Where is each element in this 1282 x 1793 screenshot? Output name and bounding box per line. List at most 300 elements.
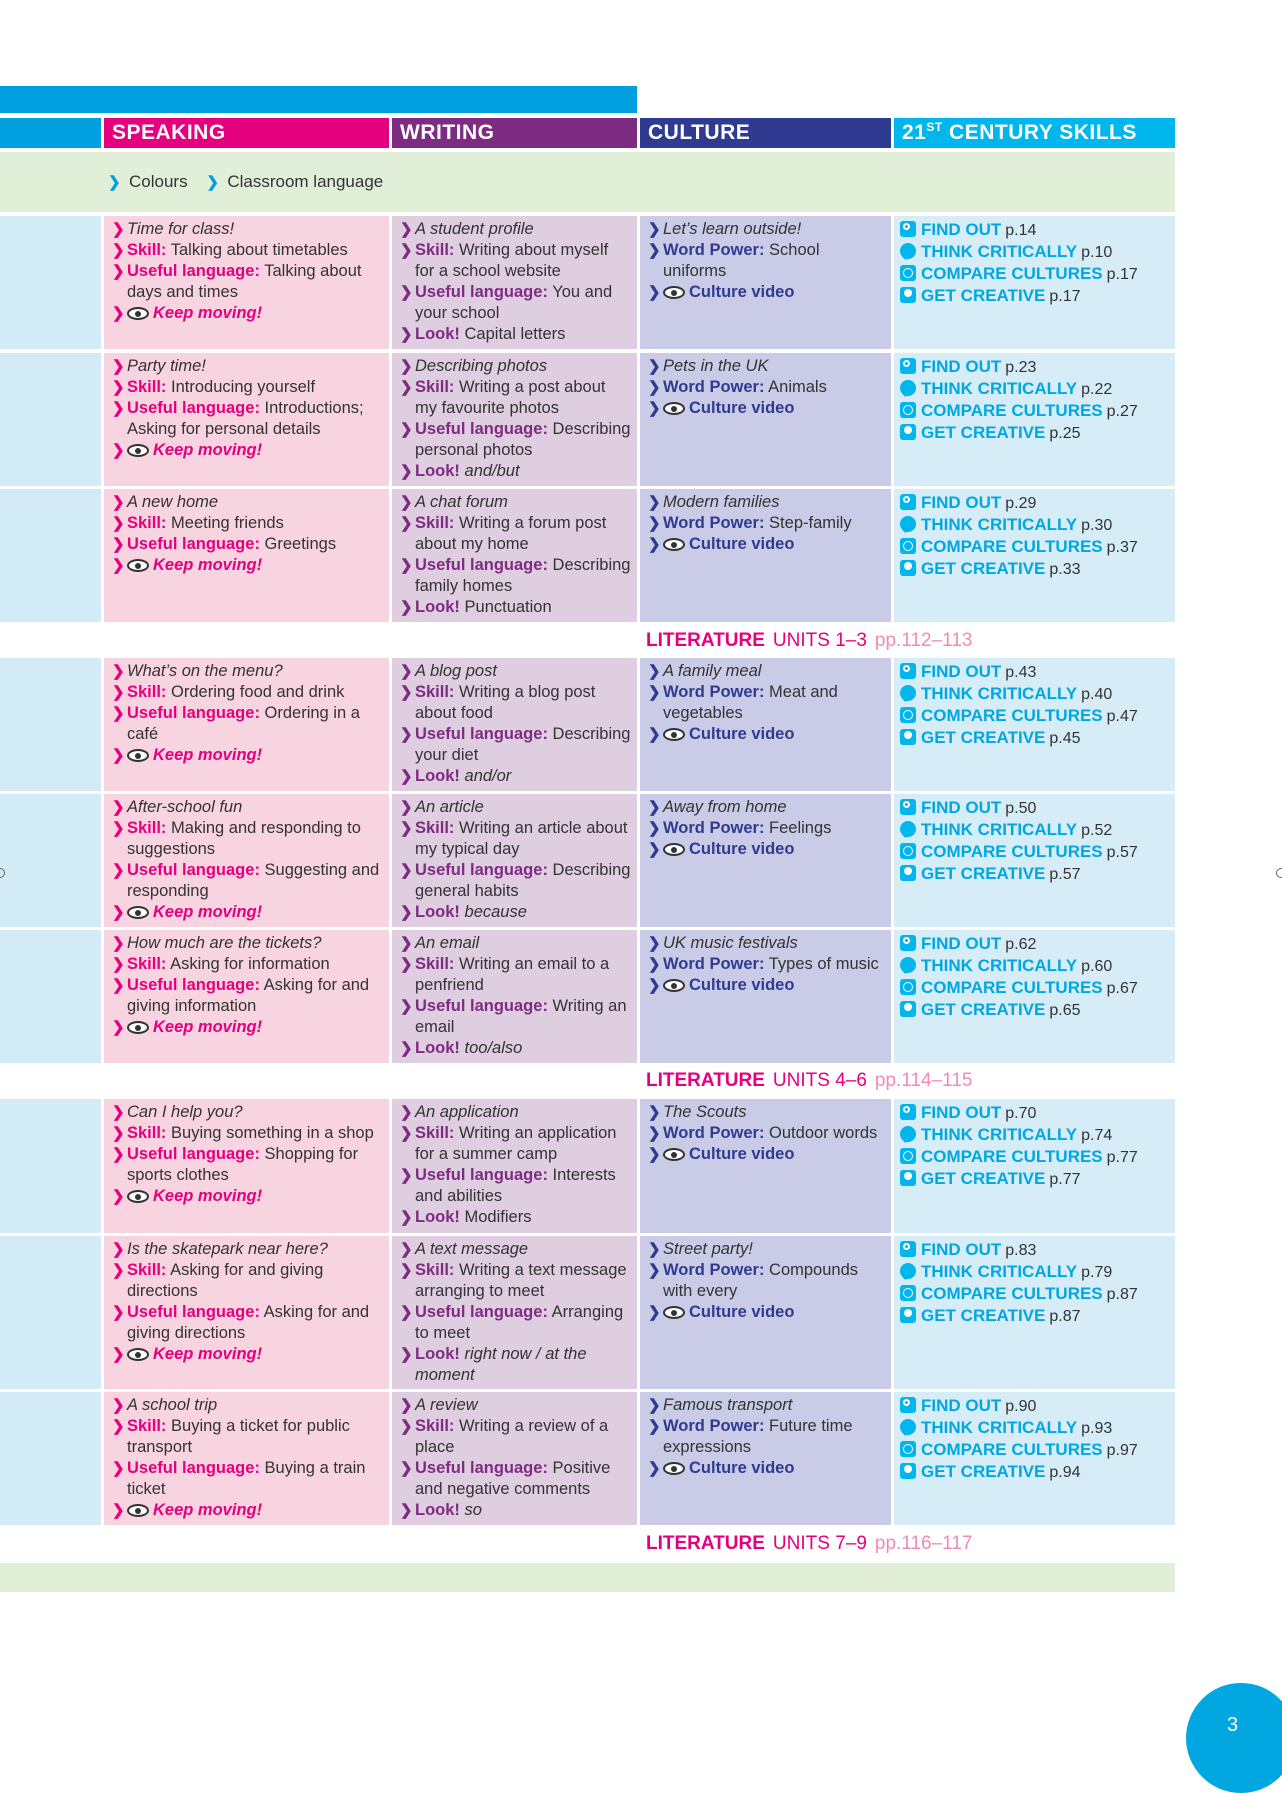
unit-left-strip: [0, 658, 101, 791]
culture-video-text: Culture video: [689, 1303, 795, 1321]
speaking-title: [112, 797, 383, 818]
literature-pages: pp.116–117: [874, 1533, 973, 1554]
culture-cell: [640, 216, 891, 349]
speaking-title-text: Party time!: [127, 357, 206, 375]
writing-skill: [400, 1260, 631, 1302]
chevron-icon: ❯: [112, 799, 125, 816]
culture-video: [648, 724, 885, 745]
keep-moving-text: Keep moving!: [153, 903, 263, 921]
lightbulb-icon: [900, 1307, 916, 1323]
chevron-icon: ❯: [112, 1460, 125, 1477]
speaking-cell: [104, 930, 389, 1063]
eye-icon: [127, 559, 149, 572]
culture-video-text: Culture video: [689, 976, 795, 994]
culture-video: [648, 1302, 885, 1323]
chevron-icon: ❯: [400, 1502, 413, 1519]
culture-video: [648, 398, 885, 419]
skill-page: p.94: [1049, 1464, 1081, 1481]
skills-cell: [894, 216, 1175, 349]
speaking-cell: [104, 489, 389, 622]
culture-title-text: Let’s learn outside!: [663, 220, 802, 238]
chevron-icon: ❯: [648, 400, 661, 417]
skills-cell: [894, 658, 1175, 791]
chevron-icon: ❯: [400, 421, 413, 438]
chevron-icon: ❯: [648, 684, 661, 701]
speaking-title: [112, 219, 383, 240]
skill-name: FIND OUT: [921, 798, 1002, 817]
word-power-text: Animals: [768, 378, 827, 396]
writing-skill: [400, 240, 631, 282]
chevron-icon: ❯: [400, 463, 413, 480]
skill-row: [900, 1395, 1169, 1417]
writing-look: [400, 902, 631, 923]
useful-language-label: Useful language:: [127, 1459, 260, 1477]
speaking-cell: [104, 794, 389, 927]
speech-bubble-icon: [900, 243, 916, 259]
page-number-badge: [1186, 1683, 1282, 1793]
eye-icon: [663, 1306, 685, 1319]
header-skills-rest: CENTURY SKILLS: [942, 121, 1137, 144]
chevron-icon: ❯: [112, 305, 125, 322]
skill-page: p.17: [1049, 288, 1081, 305]
writing-useful-language: [400, 555, 631, 597]
culture-cell: [640, 1236, 891, 1389]
culture-video: [648, 534, 885, 555]
writing-useful-language: [400, 1302, 631, 1344]
speaking-title-text: Can I help you?: [127, 1103, 243, 1121]
speaking-useful-language: [112, 398, 383, 440]
writing-skill-text: Writing a post about my favourite photos: [415, 378, 606, 417]
unit-left-strip: [0, 1099, 101, 1233]
writing-useful-language: [400, 1458, 631, 1500]
speech-bubble-icon: [900, 380, 916, 396]
globe-icon: [900, 707, 916, 723]
writing-look: [400, 1038, 631, 1059]
lightbulb-icon: [900, 1001, 916, 1017]
literature-row: [646, 1069, 972, 1093]
culture-title-text: Modern families: [663, 493, 780, 511]
speaking-useful-language: [112, 534, 383, 555]
writing-skill-text: Writing a review of a place: [415, 1417, 609, 1456]
word-power-text: Future time expressions: [663, 1417, 853, 1456]
lightbulb-icon: [900, 560, 916, 576]
skill-label: Skill:: [415, 241, 455, 259]
chevron-icon: ❯: [400, 1167, 413, 1184]
keep-moving-text: Keep moving!: [153, 1018, 263, 1036]
globe-icon: [900, 1285, 916, 1301]
culture-title: [648, 356, 885, 377]
skill-row: [900, 241, 1169, 263]
eye-icon: [663, 843, 685, 856]
eye-icon: [663, 728, 685, 741]
chevron-icon: ❯: [112, 1125, 125, 1142]
literature-units: UNITS 7–9: [772, 1533, 867, 1554]
chevron-icon: ❯: [112, 1397, 125, 1414]
page-number: 3: [1227, 1714, 1239, 1736]
speaking-skill-text: Introducing yourself: [171, 378, 316, 396]
speaking-useful-text: Talking about days and times: [127, 262, 362, 301]
word-power-text: Outdoor words: [769, 1124, 878, 1142]
unit-left-strip: [0, 353, 101, 486]
chevron-icon: ❯: [112, 379, 125, 396]
chevron-icon: ❯: [648, 1304, 661, 1321]
skill-row: [900, 536, 1169, 558]
speaking-skill: [112, 682, 383, 703]
speaking-cell: [104, 1099, 389, 1233]
chevron-icon: ❯: [400, 1397, 413, 1414]
culture-video-text: Culture video: [689, 535, 795, 553]
skill-name: COMPARE CULTURES: [921, 264, 1103, 283]
speaking-skill: [112, 818, 383, 860]
chevron-icon: ❯: [400, 799, 413, 816]
speaking-skill: [112, 1416, 383, 1458]
chevron-icon: ❯: [400, 1125, 413, 1142]
word-power-text: Feelings: [769, 819, 832, 837]
chevron-icon: ❯: [112, 663, 125, 680]
skill-row: [900, 1124, 1169, 1146]
chevron-icon: ❯: [648, 515, 661, 532]
magnifier-icon: [900, 1241, 916, 1257]
writing-look-text: Punctuation: [464, 598, 552, 616]
speaking-skill-text: Buying something in a shop: [171, 1124, 374, 1142]
skill-page: p.40: [1081, 686, 1113, 703]
writing-skill-text: Writing about myself for a school website: [415, 241, 609, 280]
writing-title-text: A review: [415, 1396, 478, 1414]
speaking-useful-text: Introductions; Asking for personal details: [127, 399, 364, 438]
culture-title-text: Away from home: [663, 798, 787, 816]
chevron-icon: ❯: [648, 820, 661, 837]
speaking-keep-moving: [112, 1500, 383, 1521]
speech-bubble-icon: [900, 821, 916, 837]
chevron-icon: ❯: [400, 820, 413, 837]
speaking-title-text: A new home: [127, 493, 219, 511]
globe-icon: [900, 265, 916, 281]
writing-skill: [400, 377, 631, 419]
chevron-icon: ❯: [112, 494, 125, 511]
writing-useful-text: Describing family homes: [415, 556, 631, 595]
chevron-icon: ❯: [112, 747, 125, 764]
keep-moving-text: Keep moving!: [153, 556, 263, 574]
skill-label: Skill:: [415, 1261, 455, 1279]
useful-language-label: Useful language:: [415, 420, 548, 438]
culture-video: [648, 1144, 885, 1165]
look-label: Look!: [415, 598, 460, 616]
skill-page: p.25: [1049, 425, 1081, 442]
skill-row: [900, 1146, 1169, 1168]
culture-word-power: [648, 377, 885, 398]
chevron-icon: ❯: [648, 358, 661, 375]
writing-skill: [400, 682, 631, 724]
skill-row: [900, 661, 1169, 683]
chevron-icon: ❯: [648, 242, 661, 259]
chevron-icon: ❯: [648, 536, 661, 553]
skill-page: p.97: [1106, 1442, 1138, 1459]
skill-name: FIND OUT: [921, 493, 1002, 512]
header-culture: CULTURE: [640, 118, 891, 148]
useful-language-label: Useful language:: [127, 1145, 260, 1163]
skill-row: [900, 797, 1169, 819]
writing-title: [400, 1395, 631, 1416]
header-skills-superscript: ST: [926, 120, 943, 134]
writing-cell: [392, 1099, 637, 1233]
speaking-keep-moving: [112, 1017, 383, 1038]
header-writing: WRITING: [392, 118, 637, 148]
writing-look-text: right now / at the moment: [415, 1345, 587, 1384]
chevron-icon: ❯: [112, 904, 125, 921]
chevron-icon: ❯: [648, 799, 661, 816]
unit-left-strip: [0, 1392, 101, 1525]
skill-name: GET CREATIVE: [921, 1169, 1046, 1188]
writing-look-text: Capital letters: [464, 325, 566, 343]
skill-name: COMPARE CULTURES: [921, 537, 1103, 556]
chevron-icon: ❯: [648, 935, 661, 952]
word-power-label: Word Power:: [663, 819, 765, 837]
useful-language-label: Useful language:: [415, 1303, 548, 1321]
skill-page: p.47: [1106, 708, 1138, 725]
chevron-icon: ❯: [112, 1104, 125, 1121]
speaking-useful-text: Asking for and giving information: [127, 976, 370, 1015]
chevron-icon: ❯: [400, 684, 413, 701]
look-label: Look!: [415, 903, 460, 921]
speaking-title-text: After-school fun: [127, 798, 243, 816]
word-power-label: Word Power:: [663, 1261, 765, 1279]
writing-useful-text: Describing general habits: [415, 861, 631, 900]
chevron-icon: ❯: [112, 684, 125, 701]
magnifier-icon: [900, 1397, 916, 1413]
chevron-icon: ❯: [400, 1346, 413, 1363]
speaking-title: [112, 933, 383, 954]
skill-page: p.74: [1081, 1127, 1113, 1144]
writing-look: [400, 461, 631, 482]
skill-name: THINK CRITICALLY: [921, 820, 1078, 839]
chevron-icon: ❯: [648, 1104, 661, 1121]
word-power-text: School uniforms: [663, 241, 820, 280]
culture-video: [648, 282, 885, 303]
culture-video-text: Culture video: [689, 399, 795, 417]
culture-title-text: Famous transport: [663, 1396, 793, 1414]
skill-name: COMPARE CULTURES: [921, 1440, 1103, 1459]
speaking-useful-text: Shopping for sports clothes: [127, 1145, 359, 1184]
writing-useful-language: [400, 282, 631, 324]
speaking-title: [112, 1395, 383, 1416]
skill-row: [900, 999, 1169, 1021]
chevron-icon: ❯: [400, 1262, 413, 1279]
skill-page: p.65: [1049, 1002, 1081, 1019]
skill-page: p.87: [1049, 1308, 1081, 1325]
speech-bubble-icon: [900, 957, 916, 973]
chevron-icon: ❯: [400, 998, 413, 1015]
speaking-skill: [112, 513, 383, 534]
lightbulb-icon: [900, 287, 916, 303]
writing-look-text: so: [464, 1501, 482, 1519]
speaking-title-text: How much are the tickets?: [127, 934, 322, 952]
culture-cell: [640, 658, 891, 791]
useful-language-label: Useful language:: [127, 399, 260, 417]
speaking-useful-language: [112, 1144, 383, 1186]
chevron-icon: ❯: [112, 515, 125, 532]
writing-title-text: An application: [415, 1103, 519, 1121]
skill-name: GET CREATIVE: [921, 286, 1046, 305]
writing-look-text: and/but: [464, 462, 520, 480]
useful-language-label: Useful language:: [127, 861, 260, 879]
culture-cell: [640, 489, 891, 622]
skill-page: p.27: [1106, 403, 1138, 420]
culture-video-text: Culture video: [689, 1459, 795, 1477]
chevron-icon: ❯: [112, 1502, 125, 1519]
skill-name: FIND OUT: [921, 1396, 1002, 1415]
writing-useful-text: Interests and abilities: [415, 1166, 616, 1205]
skill-page: p.30: [1081, 517, 1113, 534]
writing-cell: [392, 930, 637, 1063]
skill-label: Skill:: [127, 1261, 167, 1279]
chevron-icon: ❯: [400, 1040, 413, 1057]
chevron-icon: ❯: [400, 1209, 413, 1226]
chevron-icon: ❯: [648, 1397, 661, 1414]
literature-title: LITERATURE: [646, 630, 765, 651]
literature-title: LITERATURE: [646, 1533, 765, 1554]
speech-bubble-icon: [900, 1263, 916, 1279]
globe-icon: [900, 402, 916, 418]
keep-moving-text: Keep moving!: [153, 1345, 263, 1363]
chevron-icon: ❯: [400, 1304, 413, 1321]
word-power-label: Word Power:: [663, 514, 765, 532]
speaking-title: [112, 1102, 383, 1123]
chevron-icon: ❯: [648, 1262, 661, 1279]
globe-icon: [900, 843, 916, 859]
skill-page: p.83: [1005, 1242, 1037, 1259]
skill-name: GET CREATIVE: [921, 1306, 1046, 1325]
culture-video: [648, 839, 885, 860]
culture-cell: [640, 794, 891, 927]
skill-page: p.17: [1106, 266, 1138, 283]
culture-word-power: [648, 682, 885, 724]
chevron-icon: ❯: [400, 768, 413, 785]
chevron-icon: ❯: [648, 956, 661, 973]
writing-skill-text: Writing a forum post about my home: [415, 514, 607, 553]
skill-page: p.79: [1081, 1264, 1113, 1281]
eye-icon: [127, 1504, 149, 1517]
skill-page: p.67: [1106, 980, 1138, 997]
speaking-skill: [112, 240, 383, 261]
writing-skill: [400, 513, 631, 555]
writing-skill: [400, 1123, 631, 1165]
writing-title: [400, 933, 631, 954]
word-power-text: Step-family: [769, 514, 852, 532]
chevron-icon: ❯: [648, 221, 661, 238]
skill-page: p.23: [1005, 359, 1037, 376]
speaking-title: [112, 1239, 383, 1260]
skill-name: GET CREATIVE: [921, 423, 1046, 442]
writing-cell: [392, 658, 637, 791]
skill-row: [900, 558, 1169, 580]
writing-cell: [392, 1392, 637, 1525]
skill-label: Skill:: [127, 1417, 167, 1435]
keep-moving-text: Keep moving!: [153, 1187, 263, 1205]
top-accent-bar: [0, 86, 637, 113]
speaking-skill: [112, 1260, 383, 1302]
skill-page: p.60: [1081, 958, 1113, 975]
skill-name: FIND OUT: [921, 357, 1002, 376]
culture-title-text: Pets in the UK: [663, 357, 769, 375]
look-label: Look!: [415, 1501, 460, 1519]
skill-name: FIND OUT: [921, 934, 1002, 953]
skill-row: [900, 1168, 1169, 1190]
chevron-icon: ❯: [400, 557, 413, 574]
writing-title-text: Describing photos: [415, 357, 548, 375]
skill-label: Skill:: [127, 1124, 167, 1142]
culture-title-text: The Scouts: [663, 1103, 747, 1121]
chevron-icon: ❯: [400, 663, 413, 680]
keep-moving-text: Keep moving!: [153, 304, 263, 322]
writing-title: [400, 1239, 631, 1260]
skill-row: [900, 1261, 1169, 1283]
skill-label: Skill:: [127, 955, 167, 973]
useful-language-label: Useful language:: [127, 262, 260, 280]
unit-left-strip: [0, 794, 101, 927]
chevron-icon: ❯: [400, 1241, 413, 1258]
skill-row: [900, 492, 1169, 514]
culture-title-text: UK music festivals: [663, 934, 798, 952]
skill-name: COMPARE CULTURES: [921, 1284, 1103, 1303]
chevron-icon: ❯: [112, 1262, 125, 1279]
speaking-title: [112, 492, 383, 513]
skill-label: Skill:: [127, 378, 167, 396]
chevron-icon: ❯: [112, 263, 125, 280]
writing-useful-language: [400, 419, 631, 461]
skill-name: THINK CRITICALLY: [921, 956, 1078, 975]
culture-video: [648, 975, 885, 996]
literature-units: UNITS 4–6: [772, 1070, 867, 1091]
crop-mark-right: [1276, 868, 1282, 878]
skill-name: GET CREATIVE: [921, 1000, 1046, 1019]
look-label: Look!: [415, 1039, 460, 1057]
eye-icon: [663, 1148, 685, 1161]
chevron-icon: ❯: [400, 956, 413, 973]
skill-name: GET CREATIVE: [921, 559, 1046, 578]
chevron-icon: ❯: [112, 557, 125, 574]
unit-left-strip: [0, 216, 101, 349]
skill-name: FIND OUT: [921, 662, 1002, 681]
starter-item: Classroom language: [227, 172, 384, 191]
speaking-useful-text: Suggesting and responding: [127, 861, 380, 900]
word-power-label: Word Power:: [663, 1124, 765, 1142]
chevron-icon: ❯: [648, 1125, 661, 1142]
bottom-band: [0, 1563, 1175, 1592]
chevron-icon: ❯: [648, 977, 661, 994]
culture-title: [648, 1395, 885, 1416]
eye-icon: [663, 979, 685, 992]
writing-skill-text: Writing a text message arranging to meet: [415, 1261, 627, 1300]
header-left-strip: [0, 118, 101, 148]
culture-word-power: [648, 1260, 885, 1302]
literature-units: UNITS 1–3: [772, 630, 867, 651]
skill-page: p.70: [1005, 1105, 1037, 1122]
speaking-keep-moving: [112, 902, 383, 923]
eye-icon: [127, 906, 149, 919]
writing-useful-text: You and your school: [415, 283, 613, 322]
speaking-keep-moving: [112, 440, 383, 461]
chevron-icon: ❯: [112, 1346, 125, 1363]
skill-name: THINK CRITICALLY: [921, 515, 1078, 534]
culture-title-text: Street party!: [663, 1240, 753, 1258]
word-power-label: Word Power:: [663, 955, 765, 973]
skill-row: [900, 863, 1169, 885]
chevron-icon: ❯: [206, 174, 219, 191]
skill-name: GET CREATIVE: [921, 864, 1046, 883]
skills-cell: [894, 489, 1175, 622]
chevron-icon: ❯: [648, 494, 661, 511]
writing-look: [400, 1207, 631, 1228]
